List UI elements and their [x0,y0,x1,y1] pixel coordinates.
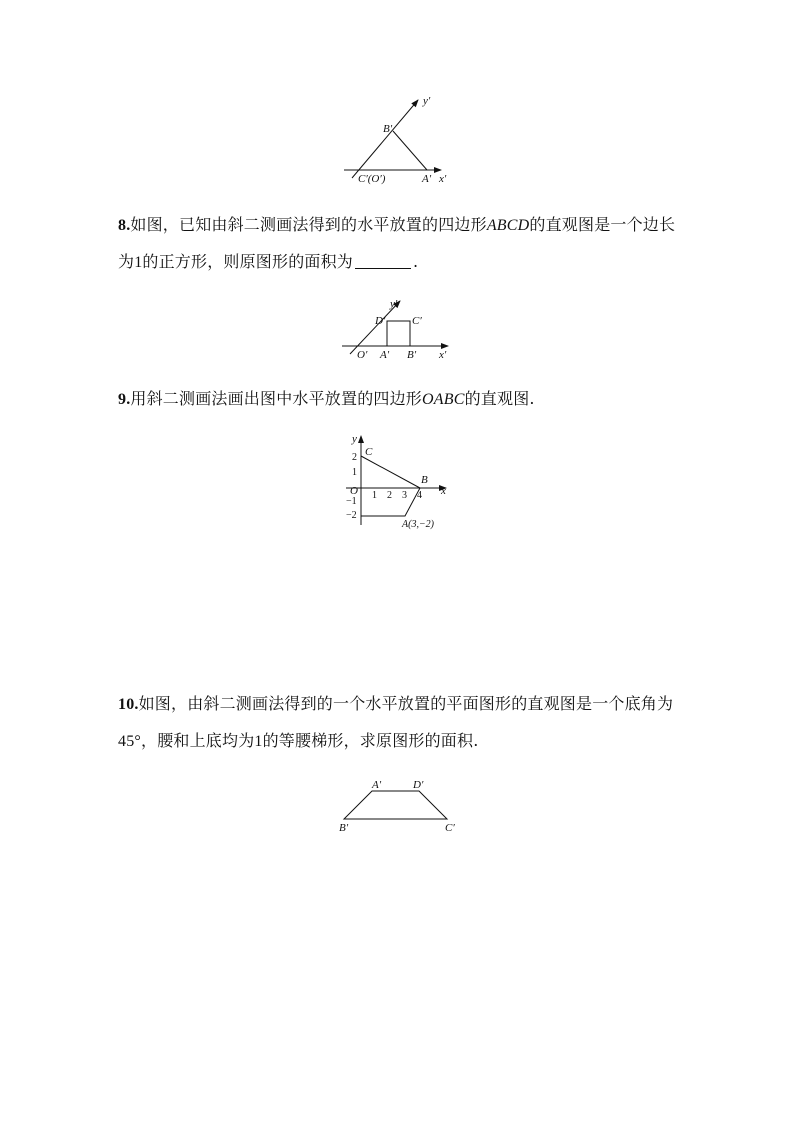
label-origin: O′ [357,349,368,361]
label-origin: O [350,485,358,497]
problem-text-part: 用斜二测画法画出图中水平放置的四边形 [130,389,423,408]
label-vertex-a: A′ [422,173,432,185]
label-x-axis: x′ [439,349,447,361]
label-vertex-a: A′ [372,779,382,791]
y-tick-label: −2 [346,510,357,521]
figure-q8-oblique-square [340,295,460,365]
label-y-axis: y′ [423,95,431,107]
y-tick-label: 1 [352,467,357,478]
x-tick-label: 1 [372,490,377,501]
label-vertex-c-origin: C′(O′) [358,173,386,185]
figure-q10-isosceles-trapezoid [335,775,465,835]
label-vertex-d: D′ [413,779,424,791]
problem-text-part: ，腰和上底均为 [141,731,255,750]
label-vertex-c: C′ [445,822,455,834]
problem-8 [118,207,678,281]
problem-text-part: 的直观图. [464,389,535,408]
label-vertex-a: A′ [380,349,390,361]
problem-text-part: 的正方形，则原图形的面积为 [142,252,354,271]
answer-blank[interactable] [355,248,411,269]
quadrilateral-oabc [361,456,420,516]
y-tick-label: 2 [352,452,357,463]
label-x-axis: x′ [439,173,447,185]
label-vertex-b: B′ [339,822,349,834]
y-tick-label: −1 [346,496,357,507]
label-vertex-b: B′ [407,349,417,361]
label-y-axis: y [352,433,357,445]
figure-q9-coordinate-quadrilateral [340,430,460,530]
segment-b-a [393,131,427,170]
problem-10 [118,686,678,760]
x-tick-label: 2 [387,490,392,501]
side-value: 1 [134,254,143,271]
problem-number: 10. [118,696,139,713]
x-tick-label: 4 [417,490,422,501]
label-point-c: C [365,446,373,458]
problem-number: 9. [118,391,131,408]
problem-text-part: 的直观图是一个边长为 [118,215,676,271]
problem-9 [118,381,678,418]
label-point-a: A(3,−2) [402,519,435,530]
label-vertex-d: D′ [375,315,386,327]
square-a-b-c-d [387,321,410,346]
problem-number: 8. [118,217,131,234]
shape-name: ABCD [486,217,530,234]
label-point-b: B [421,474,428,486]
problem-text-part: 的等腰梯形，求原图形的面积. [262,731,479,750]
problem-text-part: 如图，由斜二测画法得到的一个水平放置的平面图形的直观图是一个底角为 [138,694,674,713]
problem-text-part: 如图，已知由斜二测画法得到的水平放置的四边形 [130,215,487,234]
x-tick-label: 3 [402,490,407,501]
problem-text-end: . [413,252,419,271]
figure-q7-oblique-triangle [330,90,460,190]
shape-name: OABC [422,391,465,408]
trapezoid-abcd [344,791,447,819]
side-value: 1 [254,733,263,750]
label-vertex-c: C′ [412,315,422,327]
y-axis-line [352,100,418,178]
label-y-axis: y′ [390,298,398,310]
label-vertex-b: B′ [383,123,393,135]
label-x-axis: x [441,485,446,497]
angle-value: 45° [118,733,141,750]
